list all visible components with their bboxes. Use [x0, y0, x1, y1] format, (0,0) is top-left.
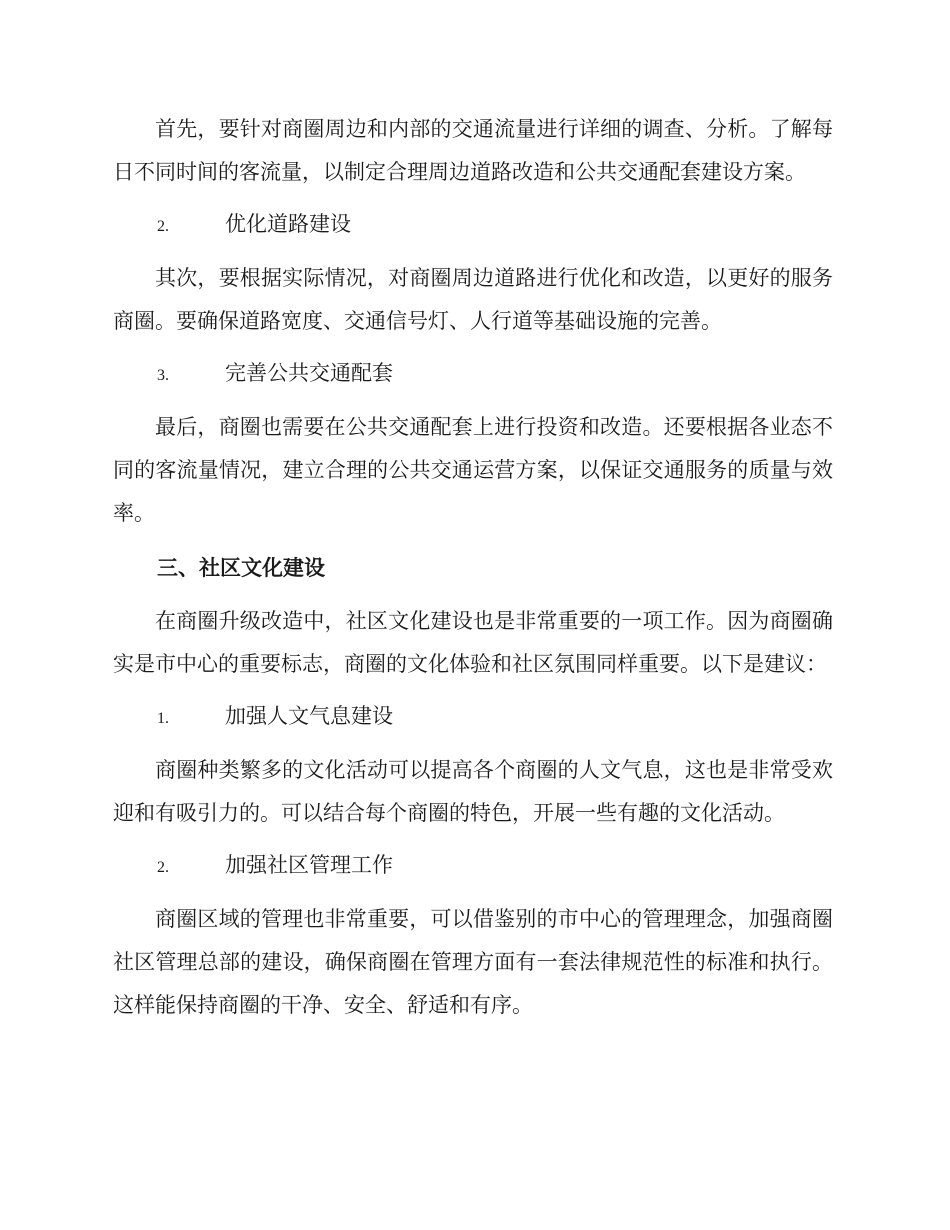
list-number: 2. [157, 859, 169, 876]
document-page [113, 108, 833, 1027]
paragraph-traffic-survey: 首先，要针对商圈周边和内部的交通流量进行详细的调查、分析。了解每日不同时间的客流量，以制定合理周边道路改造和公共交通配套建设方案。 [113, 117, 833, 184]
paragraph-transit-investment: 最后，商圈也需要在公共交通配套上进行投资和改造。还要根据各业态不同的客流量情况，建立合理的公共交通运营方案，以保证交通服务的质量与效率。 [113, 415, 833, 525]
section-heading-community-culture: 三、社区文化建设 [157, 555, 325, 580]
list-item-label: 加强人文气息建设 [225, 704, 393, 728]
list-item-community-management [113, 844, 833, 889]
list-item-label: 优化道路建设 [225, 212, 351, 236]
list-item-public-transit [113, 352, 833, 397]
paragraph-management-practice: 商圈区域的管理也非常重要，可以借鉴别的市中心的管理理念，加强商圈社区管理总部的建设，确保商圈在管理方面有一套法律规范性的标准和执行。这样能保持商圈的干净、安全、舒适和有序。 [113, 907, 833, 1017]
list-item-humanistic-atmosphere [113, 695, 833, 740]
paragraph-cultural-activities: 商圈种类繁多的文化活动可以提高各个商圈的人文气息，这也是非常受欢迎和有吸引力的。可以结合每个商圈的特色，开展一些有趣的文化活动。 [113, 758, 833, 825]
paragraph-community-culture-intro: 在商圈升级改造中，社区文化建设也是非常重要的一项工作。因为商圈确实是市中心的重要标志，商圈的文化体验和社区氛围同样重要。以下是建议： [113, 609, 833, 676]
list-item-optimize-roads [113, 203, 833, 248]
list-item-label: 加强社区管理工作 [225, 853, 393, 877]
list-number: 3. [157, 367, 169, 384]
list-number: 1. [157, 710, 169, 727]
list-item-label: 完善公共交通配套 [225, 361, 393, 385]
list-number: 2. [157, 218, 169, 235]
paragraph-road-optimization: 其次，要根据实际情况，对商圈周边道路进行优化和改造，以更好的服务商圈。要确保道路宽度、交通信号灯、人行道等基础设施的完善。 [113, 266, 833, 333]
